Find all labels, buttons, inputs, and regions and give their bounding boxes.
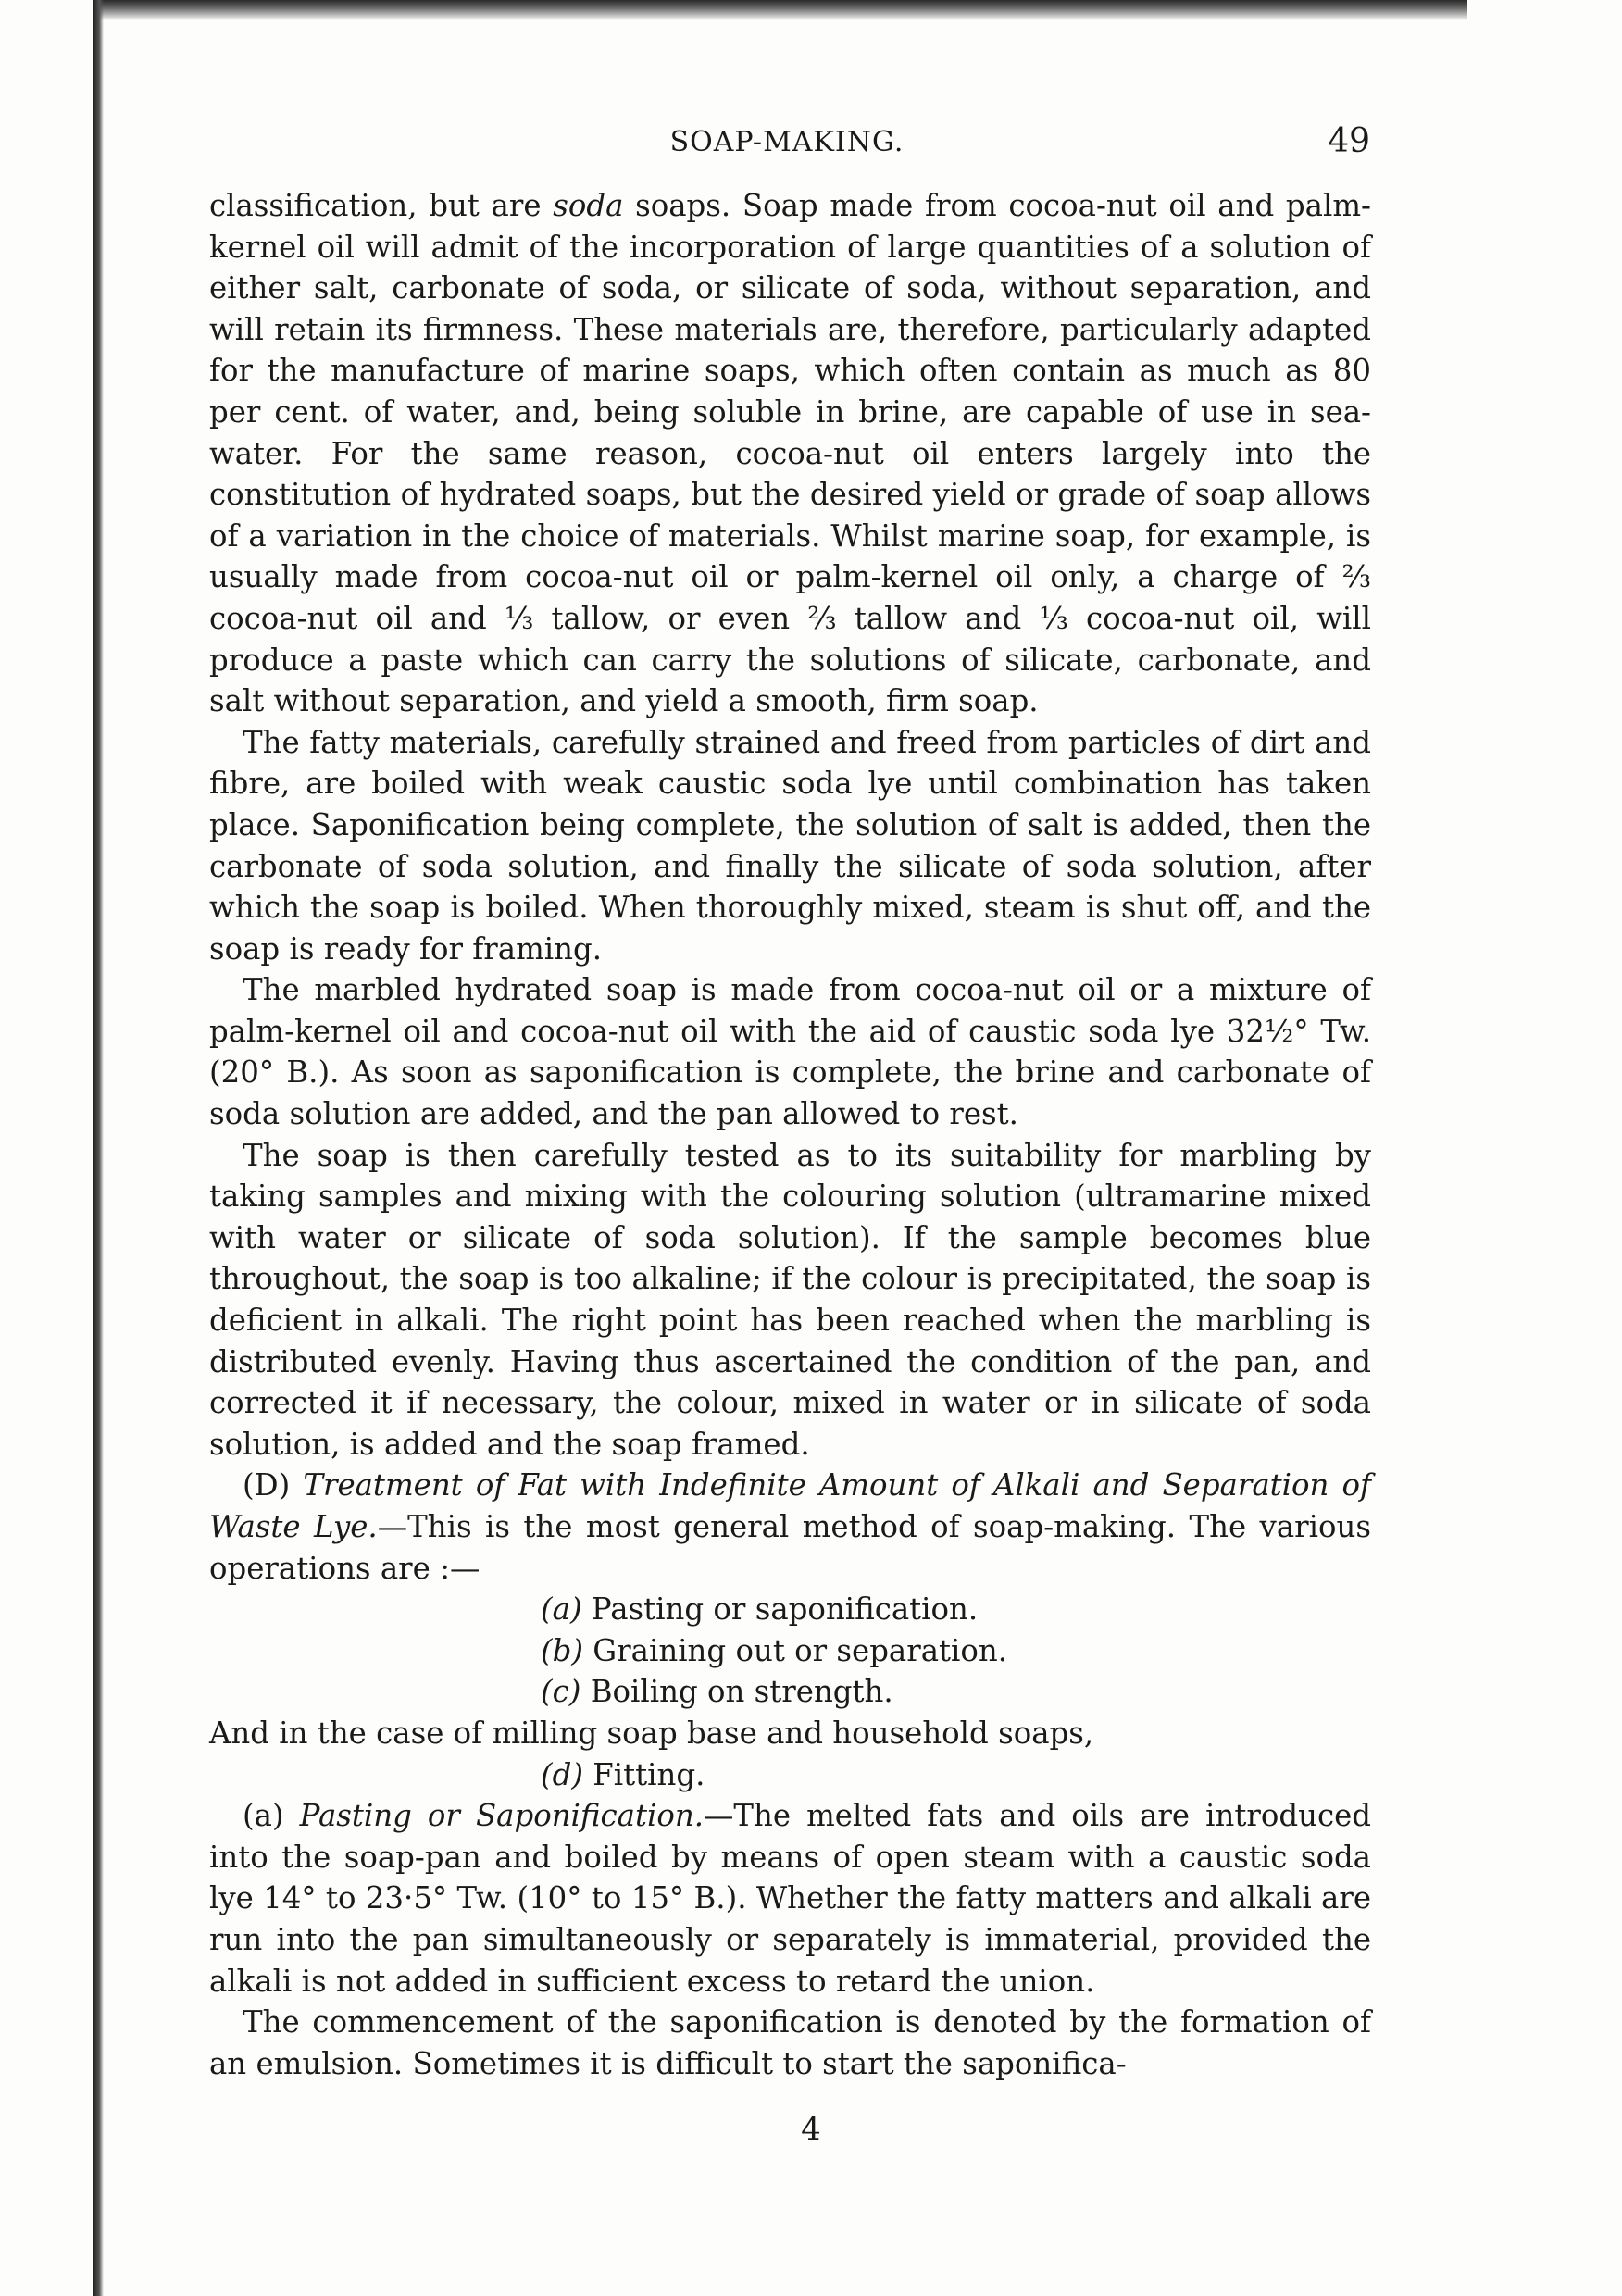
list-text: Fitting.: [583, 1756, 705, 1792]
list-item: [209, 1754, 1371, 1796]
paragraph-6: And in the case of milling soap base and household soaps,: [209, 1715, 1094, 1751]
paragraph-8: The commencement of the saponification is denoted by the formation of an emulsion. Sometimes it is difficult to start the saponifica-: [209, 2004, 1371, 2081]
paragraph-1-rest: soaps. Soap made from cocoa-nut oil and palm-kernel oil will admit of the incorporation of large quantities of a solution of either salt, carbonate of soda, or silicate of soda, without separation, and will retain its firmness. These materials are, therefore, particularly adapted for the manufacture of marine soaps, which often contain as much as 80 per cent. of water, and, being soluble in brine, are capable of use in sea-water. For the same reason, cocoa-nut oil enters largely into the constitution of hydrated soaps, but the desired yield or grade of soap allows of a variation in the choice of materials. Whilst marine soap, for example, is usually made from cocoa-nut oil or palm-kernel oil only, a charge of ⅔ cocoa-nut oil and ⅓ tallow, or even ⅔ tallow and ⅓ cocoa-nut oil, will produce a paste which can carry the solutions of silicate, carbonate, and salt without separation, and yield a smooth, firm soap.: [209, 188, 1371, 719]
paragraph-3: The marbled hydrated soap is made from cocoa-nut oil or a mixture of palm-kernel oil and cocoa-nut oil with the aid of caustic soda lye 32½° Tw. (20° B.). As soon as saponification is complete, the brine and carbonate of soda solution are added, and the pan allowed to rest.: [209, 972, 1371, 1132]
page-header: [204, 122, 1370, 168]
running-title: SOAP-MAKING.: [669, 126, 905, 158]
list-marker: (c): [541, 1674, 581, 1710]
list-text: Boiling on strength.: [580, 1674, 893, 1710]
paragraph-5: [209, 1465, 1371, 1589]
subsection-heading: Pasting or Saponification.: [299, 1798, 705, 1834]
scan-top-edge: [97, 0, 1467, 20]
list-marker: (a): [541, 1591, 582, 1628]
body-text: [209, 185, 1371, 2084]
page-number: 49: [1328, 122, 1370, 160]
paragraph-1-start: classification, but are: [209, 188, 554, 223]
section-heading: Treatment of Fat with Indefinite Amount of Alkali and Separation of Waste Lye.: [209, 1467, 1371, 1544]
list-marker: (b): [541, 1632, 584, 1668]
list-item: [209, 1671, 1371, 1713]
list-item: [209, 1630, 1371, 1672]
paragraph-1-emphasis: soda: [553, 188, 624, 223]
list-text: Pasting or saponification.: [581, 1591, 979, 1628]
subsection-text: —The melted fats and oils are introduced into the soap-pan and boiled by means of open steam with a caustic soda lye 14° to 23·5° Tw. (10° to 15° B.). Whether the fatty matters and alkali are run into the pan simultaneously or separately is immaterial, provided the alkali is not added in sufficient excess to retard the union.: [209, 1798, 1371, 1999]
list-item: [209, 1589, 1371, 1630]
list-text: Graining out or separation.: [583, 1632, 1008, 1668]
paragraph-4: The soap is then carefully tested as to its suitability for marbling by taking samples and mixing with the colouring solution (ultramarine mixed with water or silicate of soda solution). If the sample becomes blue throughout, the soap is too alkaline; if the colour is precipitated, the soap is deficient in alkali. The right point has been reached when the marbling is distributed evenly. Having thus ascertained the condition of the pan, and corrected it if necessary, the colour, mixed in water or in silicate of soda solution, is added and the soap framed.: [209, 1137, 1371, 1462]
paragraph-1: [209, 185, 1371, 722]
signature-mark: 4: [801, 2111, 821, 2148]
scan-left-edge: [93, 0, 104, 2296]
list-marker: (d): [541, 1756, 584, 1792]
subsection-label: (a): [243, 1798, 300, 1834]
paragraph-7: [209, 1795, 1371, 2002]
paragraph-2: The fatty materials, carefully strained and freed from particles of dirt and fibre, are boiled with weak caustic soda lye until combination has taken place. Saponification being complete, the solution of salt is added, then the carbonate of soda solution, and finally the silicate of soda solution, after which the soap is boiled. When thoroughly mixed, steam is shut off, and the soap is ready for framing.: [209, 724, 1371, 967]
section-label: (D): [243, 1467, 304, 1504]
section-intro: —This is the most general method of soap-making. The various operations are :—: [209, 1509, 1371, 1586]
